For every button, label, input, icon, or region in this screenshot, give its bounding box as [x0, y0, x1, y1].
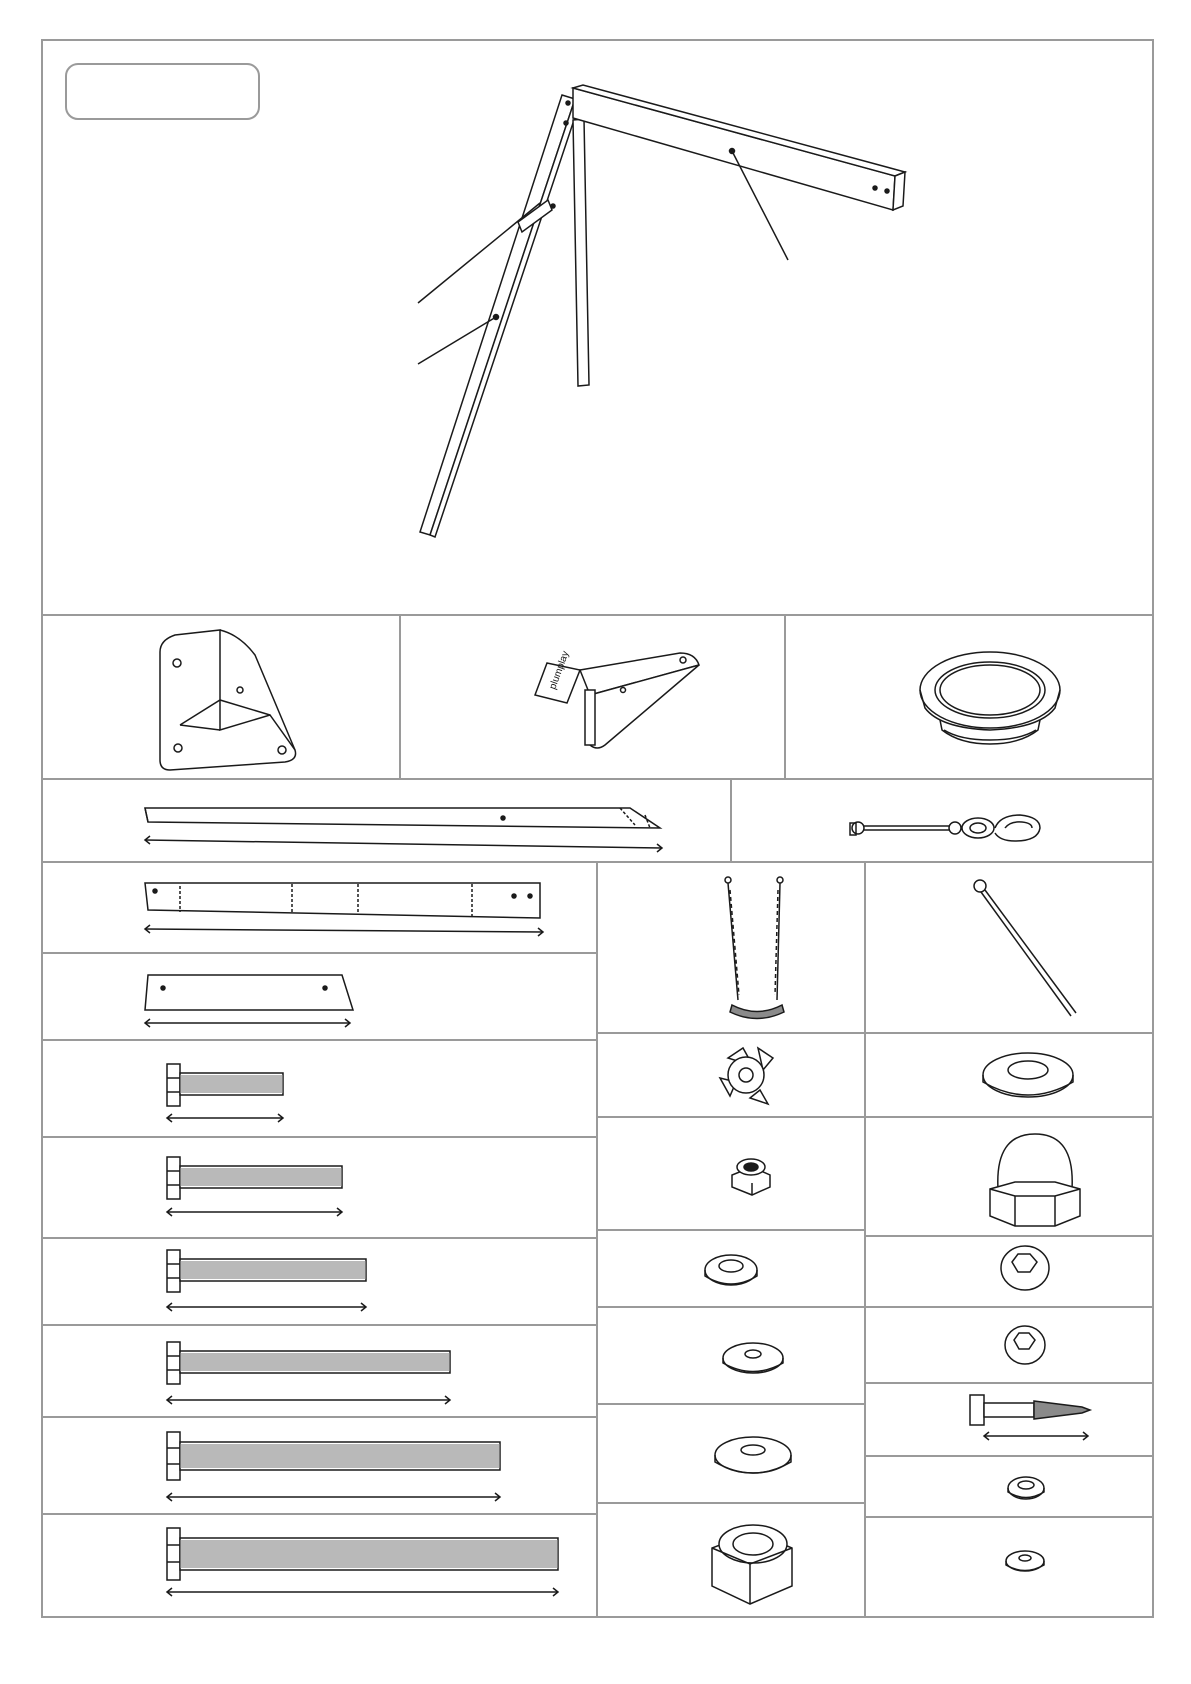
brace-timber-icon [145, 975, 353, 1027]
spring-washer-icon [705, 1255, 757, 1285]
overview-aframe-icon [418, 85, 905, 537]
hex-bolt-medium-long-icon [167, 1250, 366, 1311]
leg-timber-icon [145, 808, 662, 852]
barrel-nut-icon [1001, 1246, 1049, 1290]
nylon-lock-nut-small-icon [732, 1159, 770, 1195]
socket-cap-icon [1005, 1326, 1045, 1364]
nylon-lock-nut-large-icon [712, 1525, 792, 1604]
spring-washer-small-icon [1008, 1477, 1044, 1499]
corner-bracket-icon [160, 630, 296, 770]
hex-bolt-long-icon [167, 1342, 450, 1404]
swing-hook-icon [850, 815, 1040, 841]
swing-seat-icon [725, 877, 784, 1019]
washer-thick-icon [715, 1437, 791, 1473]
lag-screw-icon [970, 1395, 1090, 1440]
washer-small-icon [1006, 1551, 1044, 1571]
title-box [66, 64, 259, 119]
hex-bolt-xxlong-icon [167, 1528, 558, 1596]
flat-washer-large-icon [983, 1053, 1073, 1097]
tee-nut-icon [720, 1048, 773, 1104]
hex-bolt-short-icon [167, 1064, 283, 1122]
hex-bolt-xlong-icon [167, 1432, 500, 1501]
beam-bracket-icon [535, 650, 699, 748]
dome-nut-icon [990, 1134, 1080, 1226]
hex-bolt-medium-icon [167, 1157, 342, 1216]
washer-medium-icon [723, 1343, 783, 1373]
beam-timber-icon [145, 883, 543, 936]
end-cap-icon [920, 652, 1060, 744]
brand-stamp-text: plumplay [547, 649, 572, 692]
ground-stake-icon [974, 880, 1076, 1016]
